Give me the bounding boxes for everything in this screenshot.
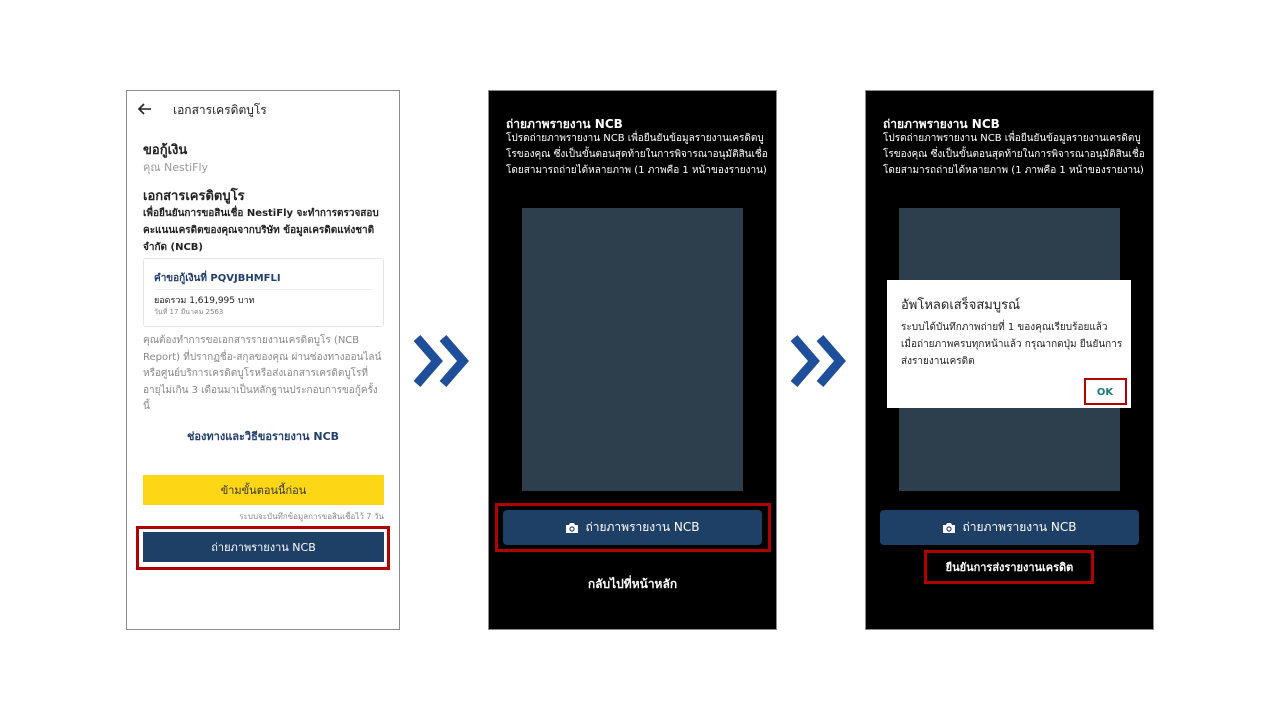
arrow-left-icon[interactable] bbox=[137, 101, 153, 117]
dialog-title: อัพโหลดเสร็จสมบูรณ์ bbox=[901, 298, 1021, 313]
loan-title: ขอกู้เงิน bbox=[143, 143, 188, 158]
capture-ncb-button[interactable] bbox=[880, 510, 1139, 545]
capture-title: ถ่ายภาพรายงาน NCB bbox=[506, 117, 623, 131]
skip-step-button[interactable]: ข้ามขั้นตอนนี้ก่อน bbox=[143, 475, 384, 505]
dialog-ok-button[interactable]: OK bbox=[1087, 382, 1123, 402]
double-chevron-right-icon bbox=[790, 332, 850, 390]
highlight-box bbox=[924, 550, 1094, 584]
capture-button-label: ถ่ายภาพรายงาน NCB bbox=[962, 520, 1077, 534]
dialog-body: ระบบได้บันทึกภาพถ่ายที่ 1 ของคุณเรียบร้อยแล้ว เมื่อถ่ายภาพครบทุกหน้าแล้ว กรุณากดปุ่ม ยืนยันการส่งรายงานเครดิต bbox=[901, 322, 1123, 367]
loan-summary-card bbox=[143, 258, 384, 327]
loan-date: วันที่ 17 มีนาคม 2563 bbox=[154, 308, 224, 316]
camera-preview bbox=[522, 208, 743, 491]
section-description: เพื่อยืนยันการขอสินเชื่อ NestiFly จะทำการตรวจสอบคะแนนเครดิตของคุณจากบริษัท ข้อมูลเครดิตแห่งชาติ จำกัด (NCB) bbox=[143, 208, 379, 253]
capture-ncb-button[interactable]: ถ่ายภาพรายงาน NCB bbox=[143, 532, 384, 562]
double-chevron-right-icon bbox=[413, 332, 473, 390]
confirm-send-report-button[interactable]: ยืนยันการส่งรายงานเครดิต bbox=[945, 561, 1074, 574]
section-title: เอกสารเครดิตบูโร bbox=[143, 189, 245, 204]
ncb-channel-link[interactable]: ช่องทางและวิธีขอรายงาน NCB bbox=[186, 430, 340, 443]
camera-icon bbox=[942, 522, 956, 534]
instruction-note: คุณต้องทำการขอเอกสารรายงานเครดิตบูโร (NCB Report) ที่ปรากฏชื่อ-สกุลของคุณ ผ่านช่องทางออนไลน์หรือศูนย์บริการเครดิตบูโรหรือส่งเอกสารเครดิตบูโรที่อายุไม่เกิน 3 เดือนมาเป็นหลักฐานประกอบการขอกู้ครั้งนี้ bbox=[143, 335, 382, 412]
page-title: เอกสารเครดิตบูโร bbox=[173, 103, 267, 117]
loan-total: ยอดรวม 1,619,995 บาท bbox=[154, 296, 255, 306]
loan-applicant: คุณ NestiFly bbox=[143, 161, 209, 174]
loan-number: คำขอกู้เงินที่ PQVJBHMFLI bbox=[154, 273, 281, 284]
capture-button-label: ถ่ายภาพรายงาน NCB bbox=[585, 520, 700, 534]
highlight-box bbox=[136, 526, 390, 570]
highlight-box bbox=[1084, 378, 1127, 405]
highlight-box bbox=[495, 503, 771, 552]
capture-description: โปรดถ่ายภาพรายงาน NCB เพื่อยืนยันข้อมูลรายงานเครดิตบูโรของคุณ ซึ่งเป็นขั้นตอนสุดท้ายในการพิจารณาอนุมัติสินเชื่อ โดยสามารถถ่ายได้หลายภาพ (1 ภาพคือ 1 หน้าของรายงาน) bbox=[883, 133, 1145, 176]
divider bbox=[154, 289, 374, 290]
top-bar bbox=[127, 91, 399, 127]
retention-note: ระบบจะบันทึกข้อมูลการขอสินเชื่อไว้ 7 วัน bbox=[239, 512, 384, 521]
capture-description: โปรดถ่ายภาพรายงาน NCB เพื่อยืนยันข้อมูลรายงานเครดิตบูโรของคุณ ซึ่งเป็นขั้นตอนสุดท้ายในการพิจารณาอนุมัติสินเชื่อ โดยสามารถถ่ายได้หลายภาพ (1 ภาพคือ 1 หน้าของรายงาน) bbox=[506, 133, 768, 176]
back-to-home-link[interactable]: กลับไปที่หน้าหลัก bbox=[587, 577, 678, 591]
capture-title: ถ่ายภาพรายงาน NCB bbox=[883, 117, 1000, 131]
